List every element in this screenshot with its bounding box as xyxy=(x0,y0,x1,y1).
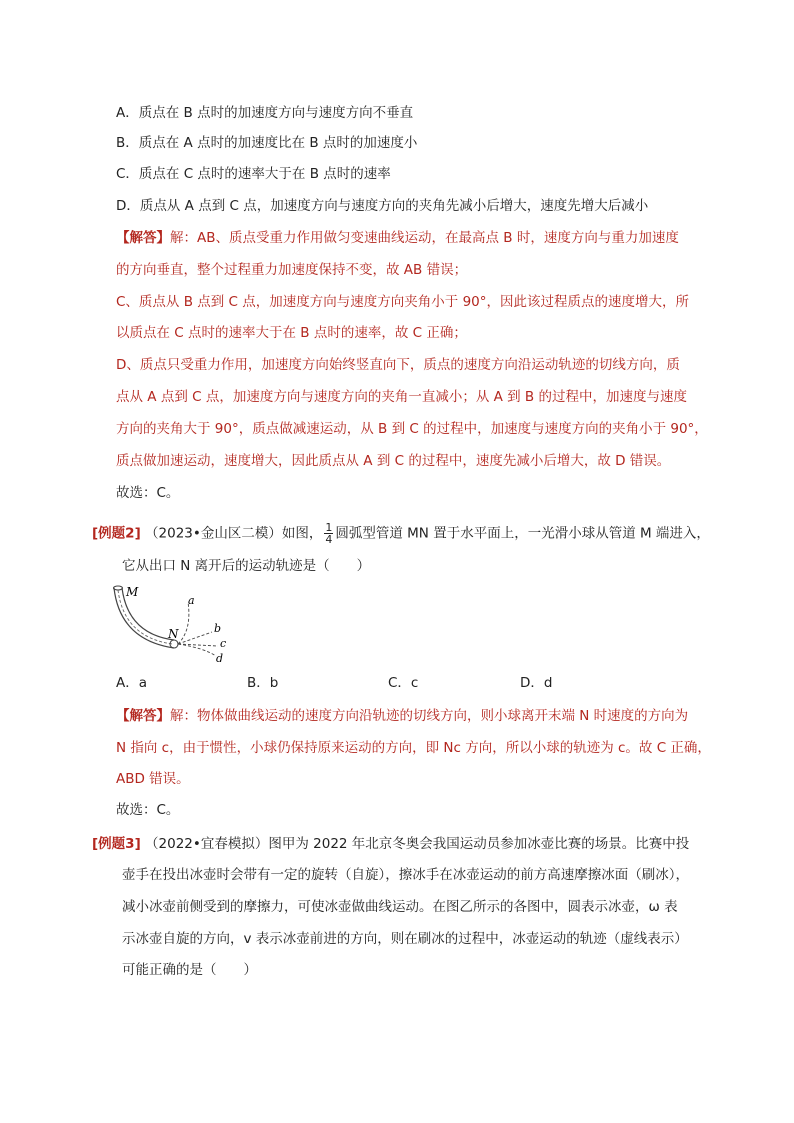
ex3-question-line-2: 壶手在投出冰壶时会带有一定的旋转（自旋），擦冰手在冰壶运动的前方高速摩擦冰面（刷冰）， xyxy=(122,867,689,883)
ex2-option-d: D．d xyxy=(520,675,553,691)
label-a: a xyxy=(188,594,195,607)
ex2-question-line-1: [例题2] （2023•金山区二模）如图， $\frac{1}{4}$ 圆弧型管道 MN 置于水平面上，一光滑小球从管道 M 端进入， xyxy=(92,521,710,546)
ex1-answer-line-2: 的方向垂直，整个过程重力加速度保持不变，故 AB 错误； xyxy=(116,262,468,278)
trajectory-a xyxy=(178,602,189,644)
ex1-option-d: D．质点从 A 点到 C 点，加速度方向与速度方向的夹角先减小后增大，速度先增大后减小 xyxy=(116,198,649,214)
ex2-answer-line-3: ABD 错误。 xyxy=(116,771,190,787)
ex2-question-line-2: 它从出口 N 离开后的运动轨迹是（ ） xyxy=(122,558,371,574)
answer-tag: 【解答】 xyxy=(116,708,170,724)
pipe-outer-wall xyxy=(114,588,174,648)
example-tag: [例题3] xyxy=(92,836,141,852)
pipe-trajectory-figure xyxy=(108,582,248,668)
ex1-option-a: A．质点在 B 点时的加速度方向与速度方向不垂直 xyxy=(116,105,414,121)
ex2-answer-line-2: N 指向 c，由于惯性，小球仍保持原来运动的方向，即 Nc 方向，所以小球的轨迹为 c。故 C 正确， xyxy=(116,740,711,756)
label-n: N xyxy=(168,627,179,641)
ex1-answer-line-7: 方向的夹角大于 90°，质点做减速运动，从 B 到 C 的过程中，加速度与速度方向的夹角小于 90°， xyxy=(116,421,708,437)
fraction-quarter: $\frac{1}{4}$ xyxy=(325,521,333,546)
label-m: M xyxy=(126,585,139,599)
ex3-question-line-5: 可能正确的是（ ） xyxy=(122,962,257,978)
ex1-option-c: C．质点在 C 点时的速率大于在 B 点时的速率 xyxy=(116,166,391,182)
ex1-answer-line-4: 以质点在 C 点时的速率大于在 B 点时的速率，故 C 正确； xyxy=(116,325,467,341)
ex1-answer-line-6: 点从 A 点到 C 点，加速度方向与速度方向的夹角一直减小；从 A 到 B 的过程中，加速度与速度 xyxy=(116,389,687,405)
ex1-option-b: B．质点在 A 点时的加速度比在 B 点时的加速度小 xyxy=(116,135,418,151)
pipe-mouth-m xyxy=(114,586,123,590)
label-d: d xyxy=(216,652,224,665)
label-b: b xyxy=(214,622,222,635)
ex3-question-line-4: 示冰壶自旋的方向，v 表示冰壶前进的方向，则在刷冰的过程中，冰壶运动的轨迹（虚线表示） xyxy=(122,931,688,947)
ex1-answer-line-5: D、质点只受重力作用，加速度方向始终竖直向下，质点的速度方向沿运动轨迹的切线方向，质 xyxy=(116,357,680,373)
label-c: c xyxy=(220,637,227,650)
ex2-option-c: C．c xyxy=(388,675,419,691)
answer-tag: 【解答】 xyxy=(116,230,170,246)
ex2-option-b: B．b xyxy=(247,675,279,691)
ex2-choice: 故选：C。 xyxy=(116,802,180,818)
ex1-answer-line-8: 质点做加速运动，速度增大，因此质点从 A 到 C 的过程中，速度先减小后增大，故 D 错误。 xyxy=(116,453,671,469)
ex2-answer-line-1: 【解答】解：物体做曲线运动的速度方向沿轨迹的切线方向，则小球离开末端 N 时速度的方向为 xyxy=(116,708,689,724)
example-tag: [例题2] xyxy=(92,525,141,542)
ex3-question-line-1: [例题3] （2022•宜春模拟）图甲为 2022 年北京冬奥会我国运动员参加冰壶比赛的场景。比赛中投 xyxy=(92,836,690,852)
ex1-answer-line-3: C、质点从 B 点到 C 点，加速度方向与速度方向夹角小于 90°，因此该过程质点的速度增大，所 xyxy=(116,294,689,310)
ex1-choice: 故选：C。 xyxy=(116,485,180,501)
ex2-option-a: A．a xyxy=(116,675,148,691)
ex3-question-line-3: 减小冰壶前侧受到的摩擦力，可使冰壶做曲线运动。在图乙所示的各图中，圆表示冰壶，ω 表 xyxy=(122,899,678,915)
ex1-answer-line-1: 【解答】解：AB、质点受重力作用做匀变速曲线运动，在最高点 B 时，速度方向与重力加速度 xyxy=(116,230,679,246)
